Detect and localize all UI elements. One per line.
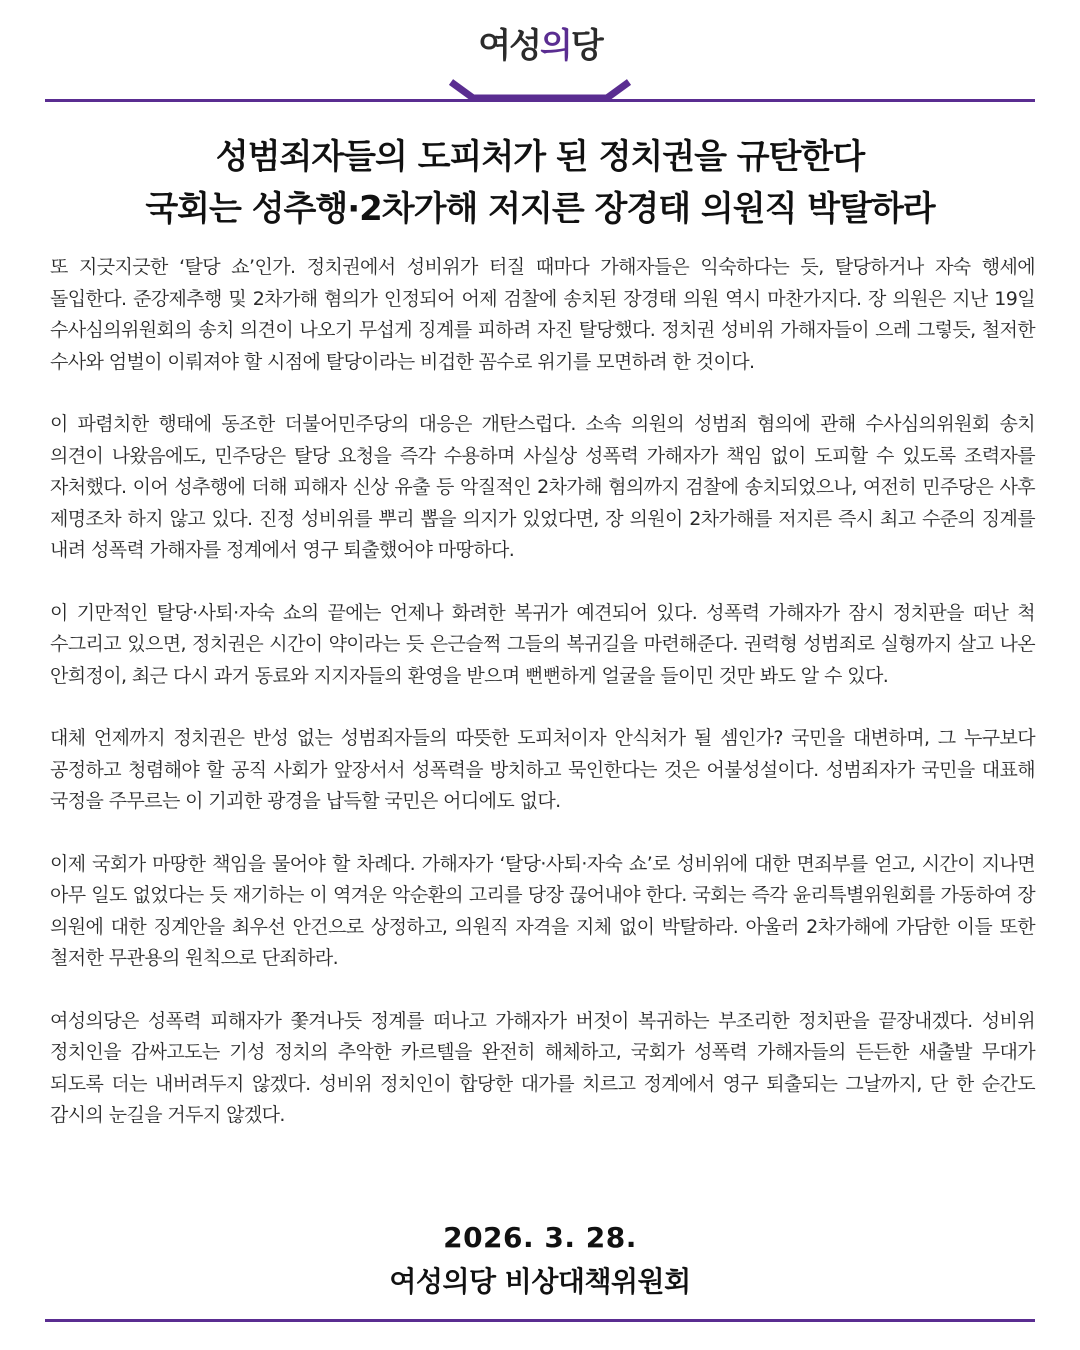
body-paragraph-6: 여성의당은 성폭력 피해자가 쫓겨나듯 정계를 떠나고 가해자가 버젓이 복귀하는 부조리한 정치판을 끝장내겠다. 성비위 정치인을 감싸고도는 기성 정치의 추악한 카르텔을 완전히 해체하고, 국회가 성폭력 가해자들의 든든한 새출발 무대가 되도록 더는 내버려두지 않겠다. 성비위 정치인이 합당한 대가를 치르고 정계에서 영구 퇴출되는 그날까지, 단 한 순간도 감시의 눈길을 거두지 않겠다. bbox=[50, 1009, 1035, 1126]
headline-line-2: 국회는 성추행·2차가해 저지른 장경태 의원직 박탈하라 bbox=[145, 189, 935, 229]
statement-signer: 여성의당 비상대책위원회 bbox=[389, 1265, 691, 1298]
logo-wordmark bbox=[0, 24, 1080, 68]
logo-part-3: 당 bbox=[570, 26, 602, 66]
header-divider bbox=[45, 99, 1035, 102]
statement-date: 2026. 3. 28. bbox=[443, 1221, 637, 1254]
logo-underline-icon bbox=[447, 64, 633, 104]
party-logo bbox=[0, 24, 1080, 88]
body-paragraph-2: 이 파렴치한 행태에 동조한 더불어민주당의 대응은 개탄스럽다. 소속 의원의 성범죄 혐의에 관해 수사심의위원회 송치 의견이 나왔음에도, 민주당은 탈당 요청을 즉각 수용하며 사실상 성폭력 가해자가 책임 없이 도피할 수 있도록 조력자를 자처했다. 이어 성추행에 더해 피해자 신상 유출 등 악질적인 2차가해 혐의까지 검찰에 송치되었으나, 여전히 민주당은 사후 제명조차 하지 않고 있다. 진정 성비위를 뿌리 뽑을 의지가 있었다면, 장 의원이 2차가해를 저지른 즉시 최고 수준의 징계를 내려 성폭력 가해자를 정계에서 영구 퇴출했어야 마땅하다. bbox=[50, 413, 1035, 561]
statement-body bbox=[50, 252, 1035, 1163]
footer-divider bbox=[45, 1319, 1035, 1322]
body-paragraph-5: 이제 국회가 마땅한 책임을 물어야 할 차례다. 가해자가 ‘탈당·사퇴·자숙 쇼’로 성비위에 대한 면죄부를 얻고, 시간이 지나면 아무 일도 없었다는 듯 재기하는 이 역겨운 악순환의 고리를 당장 끊어내야 한다. 국회는 즉각 윤리특별위원회를 가동하여 장 의원에 대한 징계안을 최우선 안건으로 상정하고, 의원직 자격을 지체 없이 박탈하라. 아울러 2차가해에 가담한 이들 또한 철저한 무관용의 원칙으로 단죄하라. bbox=[50, 852, 1035, 969]
body-paragraph-1: 또 지긋지긋한 ‘탈당 쇼’인가. 정치권에서 성비위가 터질 때마다 가해자들은 익숙하다는 듯, 탈당하거나 자숙 행세에 돌입한다. 준강제추행 및 2차가해 혐의가 인정되어 어제 검찰에 송치된 장경태 의원 역시 마찬가지다. 장 의원은 지난 19일 수사심의위원회의 송치 의견이 나오기 무섭게 징계를 피하려 자진 탈당했다. 정치권 성비위 가해자들이 으레 그렇듯, 철저한 수사와 엄벌이 이뤄져야 할 시점에 탈당이라는 비겁한 꼼수로 위기를 모면하려 한 것이다. bbox=[50, 256, 1035, 373]
logo-part-accent: 의 bbox=[539, 26, 571, 66]
body-paragraph-3: 이 기만적인 탈당·사퇴·자숙 쇼의 끝에는 언제나 화려한 복귀가 예견되어 있다. 성폭력 가해자가 잠시 정치판을 떠난 척 수그리고 있으면, 정치권은 시간이 약이라는 듯 은근슬쩍 그들의 복귀길을 마련해준다. 권력형 성범죄로 실형까지 살고 나온 안희정이, 최근 다시 과거 동료와 지지자들의 환영을 받으며 뻔뻔하게 얼굴을 들이민 것만 봐도 알 수 있다. bbox=[50, 601, 1035, 687]
body-paragraph-4: 대체 언제까지 정치권은 반성 없는 성범죄자들의 따뜻한 도피처이자 안식처가 될 셈인가? 국민을 대변하며, 그 누구보다 공정하고 청렴해야 할 공직 사회가 앞장서서 성폭력을 방치하고 묵인한다는 것은 어불성설이다. 성범죄자가 국민을 대표해 국정을 주무르는 이 기괴한 광경을 납득할 국민은 어디에도 없다. bbox=[50, 727, 1035, 812]
headline-line-1: 성범죄자들의 도피처가 된 정치권을 규탄한다 bbox=[215, 137, 865, 177]
logo-part-1: 여성 bbox=[478, 26, 540, 66]
